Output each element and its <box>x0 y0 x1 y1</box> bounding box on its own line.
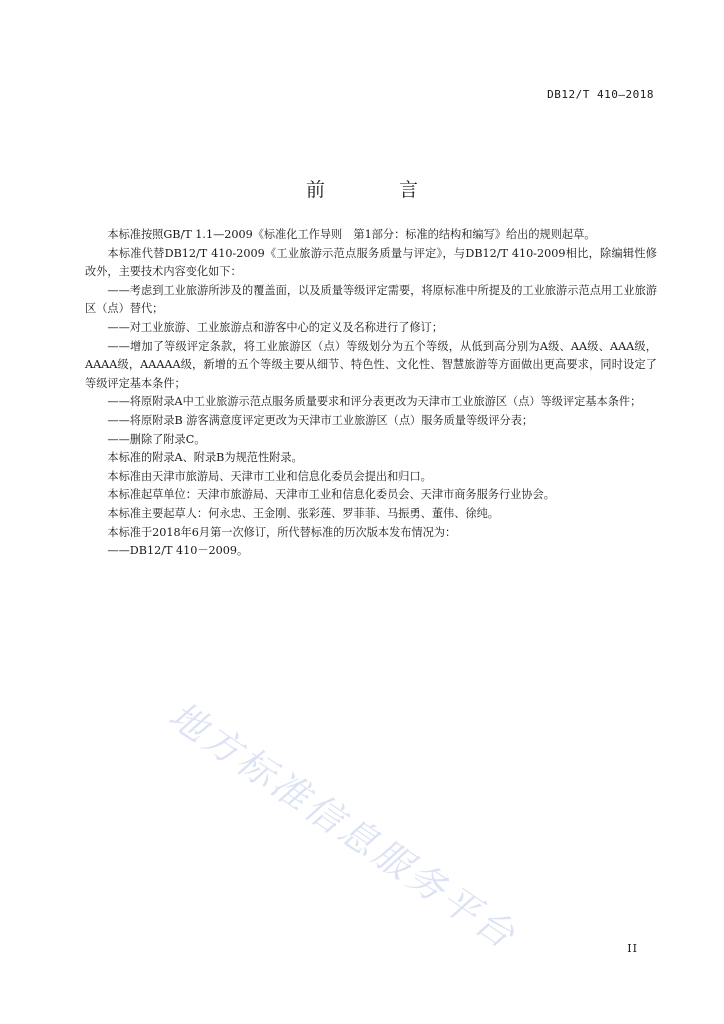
page-title: 前 言 <box>305 178 453 201</box>
paragraph: 本标准主要起草人：何永忠、王金刚、张彩莲、罗菲菲、马振勇、董伟、徐纯。 <box>107 506 499 520</box>
paragraph: ——DB12/T 410－2009。 <box>107 544 249 558</box>
paragraph: 本标准按照GB/T 1.1—2009《标准化工作导则 第1部分：标准的结构和编写》给出的规则起草。 <box>107 228 596 241</box>
paragraph: ——删除了附录C。 <box>107 432 206 446</box>
paragraph: ——考虑到工业旅游所涉及的覆盖面，以及质量等级评定需要，将原标准中所提及的工业旅游示范点用工业旅游区（点）替代； <box>85 283 657 316</box>
paragraph: 本标准起草单位：天津市旅游局、天津市工业和信息化委员会、天津市商务服务行业协会。 <box>107 488 555 502</box>
paragraph: ——对工业旅游、工业旅游点和游客中心的定义及名称进行了修订； <box>107 320 444 334</box>
paragraph: 本标准于2018年6月第一次修订，所代替标准的历次版本发布情况为： <box>107 525 457 539</box>
page-number: II <box>627 942 638 955</box>
paragraph: ——将原附录B 游客满意度评定更改为天津市工业旅游区（点）服务质量等级评分表； <box>107 413 534 427</box>
paragraph: 本标准由天津市旅游局、天津市工业和信息化委员会提出和归口。 <box>107 469 432 483</box>
paragraph: 本标准代替DB12/T 410-2009《工业旅游示范点服务质量与评定》，与DB12/T 410-2009相比，除编辑性修改外，主要技术内容变化如下： <box>85 246 657 279</box>
paragraph: ——增加了等级评定条款，将工业旅游区（点）等级划分为五个等级，从低到高分别为A级、AA级、AAA级，AAAA级，AAAAA级，新增的五个等级主要从细节、特色性、文化性、智慧旅游等方面做出更高要求，同时设定了等级评定基本条件； <box>85 339 657 390</box>
paragraph: ——将原附录A中工业旅游示范点服务质量要求和评分表更改为天津市工业旅游区（点）等级评定基本条件； <box>107 395 642 409</box>
paragraph: 本标准的附录A、附录B为规范性附录。 <box>107 451 303 465</box>
document-code: DB12/T 410—2018 <box>547 88 654 101</box>
foreword-body <box>85 226 657 561</box>
watermark: 地方标准信息服务平台 <box>160 693 525 959</box>
